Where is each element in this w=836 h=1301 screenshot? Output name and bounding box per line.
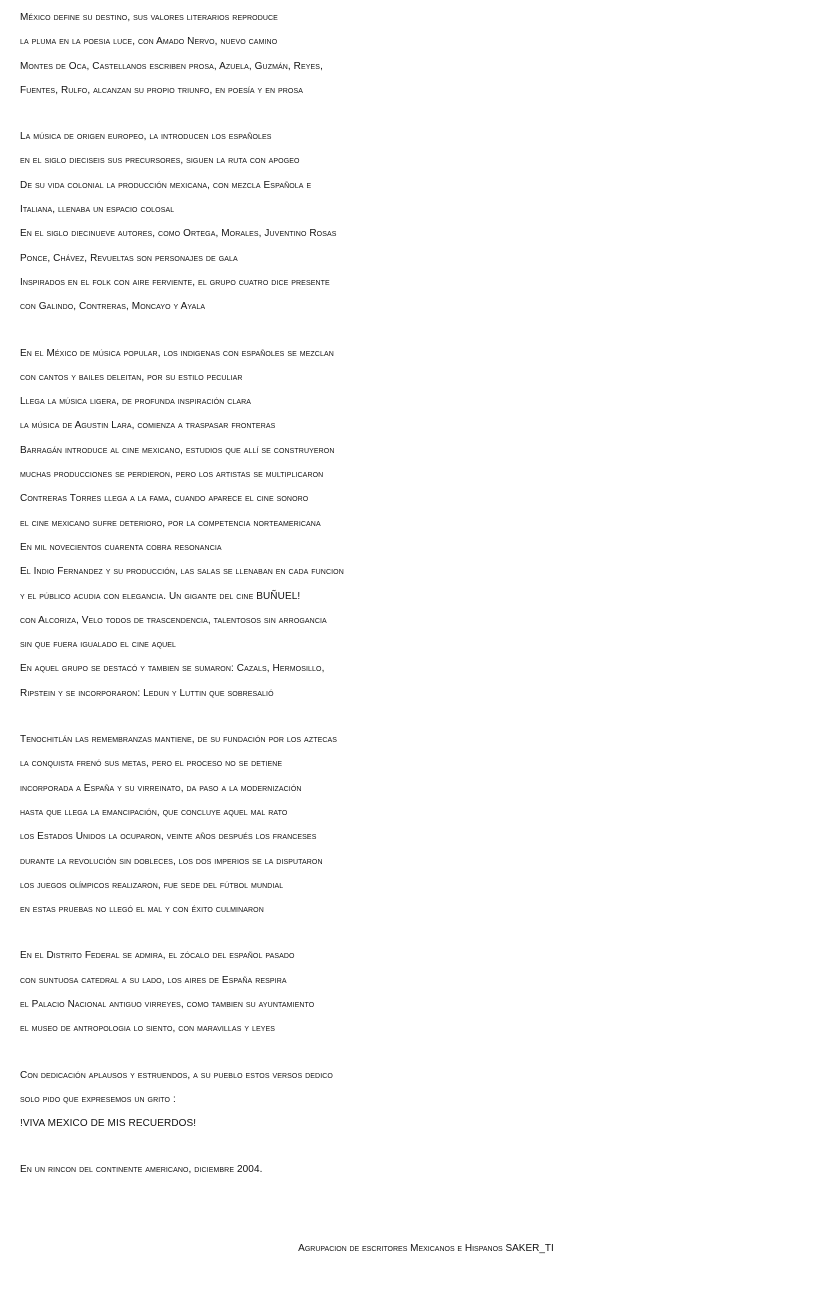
poem-line: con Alcoriza, Velo todos de trascendencia, talentosos sin arrogancia [20,614,327,626]
poem-line: con Galindo, Contreras, Moncayo y Ayala [20,301,206,313]
poem-line: en estas pruebas no llegó el mal y con éxito culminaron [20,904,264,916]
poem-line: sin que fuera igualado el cine aquel [20,639,177,651]
poem-line: durante la revolución sin dobleces, los dos imperios se la disputaron [20,855,323,867]
poem-line: la música de Agustin Lara, comienza a traspasar fronteras [20,420,276,432]
poem-line: hasta que llega la emancipación, que concluye aquel mal rato [20,806,288,818]
poem-line: En el Distrito Federal se admira, el zócalo del español pasado [20,950,295,962]
poem-line: Inspirados en el folk con aire ferviente, el grupo cuatro dice presente [20,276,330,288]
poem-line: y el público acudia con elegancia. Un gigante del cine BUÑUEL! [20,590,301,602]
stanza-distrito-federal [20,944,832,1041]
poem-line: Tenochitlán las remembranzas mantiene, de su fundación por los aztecas [20,734,338,746]
poem-line: Contreras Torres llega a la fama, cuando aparece el cine sonoro [20,493,309,505]
poem-line: la conquista frenó sus metas, pero el proceso no se detiene [20,758,283,770]
poem-line: el cine mexicano sufre deterioro, por la competencia norteamericana [20,517,321,529]
signature: Agrupacion de escritores Mexicanos e Hispanos SAKER_TI [298,1243,554,1254]
poem-line: Fuentes, Rulfo, alcanzan su propio triunfo, en poesía y en prosa [20,84,303,96]
poem-line: El Indio Fernandez y su producción, las salas se llenaban en cada funcion [20,566,344,578]
poem-line: De su vida colonial la producción mexicana, con mezcla Española e [20,179,312,191]
poem-line: los juegos olímpicos realizaron, fue sede del fútbol mundial [20,879,284,891]
dateline: En un rincon del continente americano, diciembre 2004. [20,1164,263,1176]
stanza-dedication [20,1064,832,1137]
stanza-literature [20,6,832,103]
poem-line: Barragán introduce al cine mexicano, estudios que allí se construyeron [20,444,335,456]
poem-line: La música de origen europeo, la introducen los españoles [20,131,272,143]
stanza-history [20,728,832,922]
poem-line: Llega la música ligera, de profunda inspiración clara [20,396,252,408]
poem-line: En el siglo diecinueve autores, como Ortega, Morales, Juventino Rosas [20,228,337,240]
poem-line: Italiana, llenaba un espacio colosal [20,204,175,216]
poem-line: En el México de música popular, los indigenas con españoles se mezclan [20,347,334,359]
poem-line: muchas producciones se perdieron, pero los artistas se multiplicaron [20,469,324,481]
poem-line: en el siglo dieciseis sus precursores, siguen la ruta con apogeo [20,155,300,167]
poem-line: En aquel grupo se destacó y tambien se sumaron: Cazals, Hermosillo, [20,663,325,675]
poem-line: solo pido que expresemos un grito : [20,1093,176,1105]
poem-line: Con dedicación aplausos y estruendos, a su pueblo estos versos dedico [20,1069,333,1081]
poem-line: Ponce, Chávez, Revueltas son personajes de gala [20,252,238,264]
exclamation-line: !VIVA MEXICO DE MIS RECUERDOS! [20,1118,197,1130]
poem-line: En mil novecientos cuarenta cobra resonancia [20,541,222,553]
stanza-music [20,125,832,319]
poem-line: el Palacio Nacional antiguo virreyes, como tambien su ayuntamiento [20,998,315,1010]
poem-line: la pluma en la poesia luce, con Amado Nervo, nuevo camino [20,36,278,48]
poem-line: con cantos y bailes deleitan, por su estilo peculiar [20,371,243,383]
poem-line: el museo de antropologia lo siento, con maravillas y leyes [20,1023,276,1035]
stanza-popular-music-cinema [20,342,832,706]
poem-line: México define su destino, sus valores literarios reproduce [20,12,278,23]
poem-line: Montes de Oca, Castellanos escriben prosa, Azuela, Guzmán, Reyes, [20,60,323,72]
poem-line: con suntuosa catedral a su lado, los aires de España respira [20,974,287,986]
poem-line: Ripstein y se incorporaron: Ledun y Luttin que sobresalió [20,687,274,699]
poem-line: incorporada a España y su virreinato, da paso a la modernización [20,782,302,794]
poem-page [20,6,832,1254]
poem-line: los Estados Unidos la ocuparon, veinte años después los franceses [20,831,317,843]
